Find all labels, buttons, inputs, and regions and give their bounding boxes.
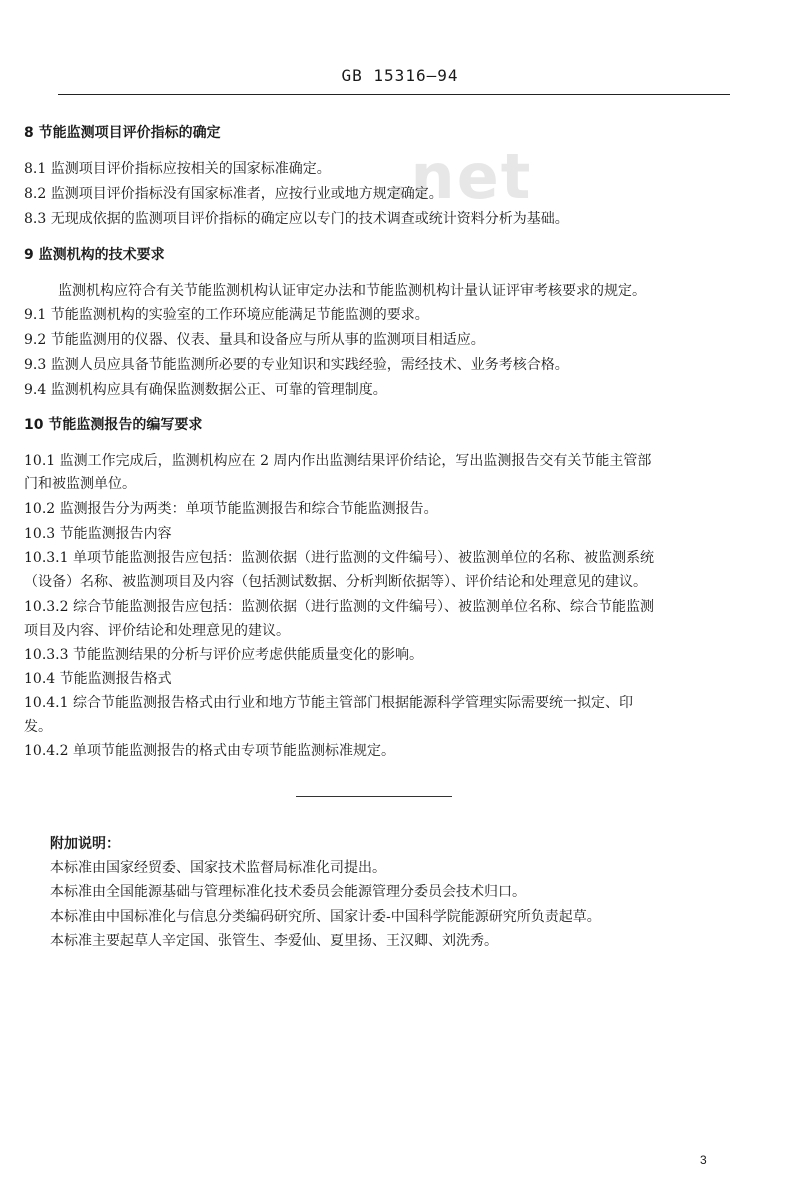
clause-10-1-line2: 门和被监测单位。 — [24, 476, 136, 492]
clause-10-3: 10.3 节能监测报告内容 — [24, 526, 172, 542]
clause-10-3-3: 10.3.3 节能监测结果的分析与评价应考虑供能质量变化的影响。 — [24, 647, 423, 663]
clause-10-2: 10.2 监测报告分为两类：单项节能监测报告和综合节能监测报告。 — [24, 501, 438, 517]
clause-8-2: 8.2 监测项目评价指标没有国家标准者，应按行业或地方规定确定。 — [24, 186, 443, 202]
header-rule — [58, 94, 730, 95]
clause-10-3-2-line2: 项目及内容、评价结论和处理意见的建议。 — [24, 623, 290, 639]
clause-9-2: 9.2 节能监测用的仪器、仪表、量具和设备应与所从事的监测项目相适应。 — [24, 332, 485, 348]
clause-10-1-line1: 10.1 监测工作完成后，监测机构应在 2 周内作出监测结果评价结论，写出监测报告交有关节能主管部 — [24, 453, 652, 469]
note-line-4: 本标准主要起草人辛定国、张管生、李爱仙、夏里扬、王汉卿、刘洗秀。 — [50, 933, 498, 949]
clause-10-3-1-line2: （设备）名称、被监测项目及内容（包括测试数据、分析判断依据等）、评价结论和处理意见的建议。 — [24, 574, 647, 590]
clause-10-4-2: 10.4.2 单项节能监测报告的格式由专项节能监测标准规定。 — [24, 743, 395, 759]
standard-code-header: GB 15316—94 — [341, 66, 459, 85]
clause-10-3-1-line1: 10.3.1 单项节能监测报告应包括：监测依据（进行监测的文件编号）、被监测单位的名称、被监测系统 — [24, 550, 654, 566]
note-line-3: 本标准由中国标准化与信息分类编码研究所、国家计委-中国科学院能源研究所负责起草。 — [50, 909, 601, 925]
note-line-2: 本标准由全国能源基础与管理标准化技术委员会能源管理分委员会技术归口。 — [50, 884, 526, 900]
clause-9-4: 9.4 监测机构应具有确保监测数据公正、可靠的管理制度。 — [24, 382, 387, 398]
note-line-1: 本标准由国家经贸委、国家技术监督局标准化司提出。 — [50, 860, 386, 876]
clause-9-1: 9.1 节能监测机构的实验室的工作环境应能满足节能监测的要求。 — [24, 307, 429, 323]
section-8-heading: 8 节能监测项目评价指标的确定 — [24, 125, 221, 141]
notes-heading: 附加说明： — [50, 836, 120, 852]
section-10-heading: 10 节能监测报告的编写要求 — [24, 417, 203, 433]
end-of-body-rule — [296, 796, 452, 797]
clause-10-4-1-line2: 发。 — [24, 719, 52, 735]
clause-10-3-2-line1: 10.3.2 综合节能监测报告应包括：监测依据（进行监测的文件编号）、被监测单位名称、综合节能监测 — [24, 599, 654, 615]
clause-10-4: 10.4 节能监测报告格式 — [24, 671, 172, 687]
clause-8-1: 8.1 监测项目评价指标应按相关的国家标准确定。 — [24, 161, 331, 177]
watermark: .net — [385, 140, 533, 213]
section-9-intro: 监测机构应符合有关节能监测机构认证审定办法和节能监测机构计量认证评审考核要求的规定。 — [58, 283, 646, 299]
section-9-heading: 9 监测机构的技术要求 — [24, 247, 165, 263]
clause-8-3: 8.3 无现成依据的监测项目评价指标的确定应以专门的技术调查或统计资料分析为基础。 — [24, 211, 569, 227]
clause-10-4-1-line1: 10.4.1 综合节能监测报告格式由行业和地方节能主管部门根据能源科学管理实际需要统一拟定、印 — [24, 695, 633, 711]
page-number: 3 — [700, 1153, 707, 1167]
clause-9-3: 9.3 监测人员应具备节能监测所必要的专业知识和实践经验，需经技术、业务考核合格。 — [24, 357, 569, 373]
